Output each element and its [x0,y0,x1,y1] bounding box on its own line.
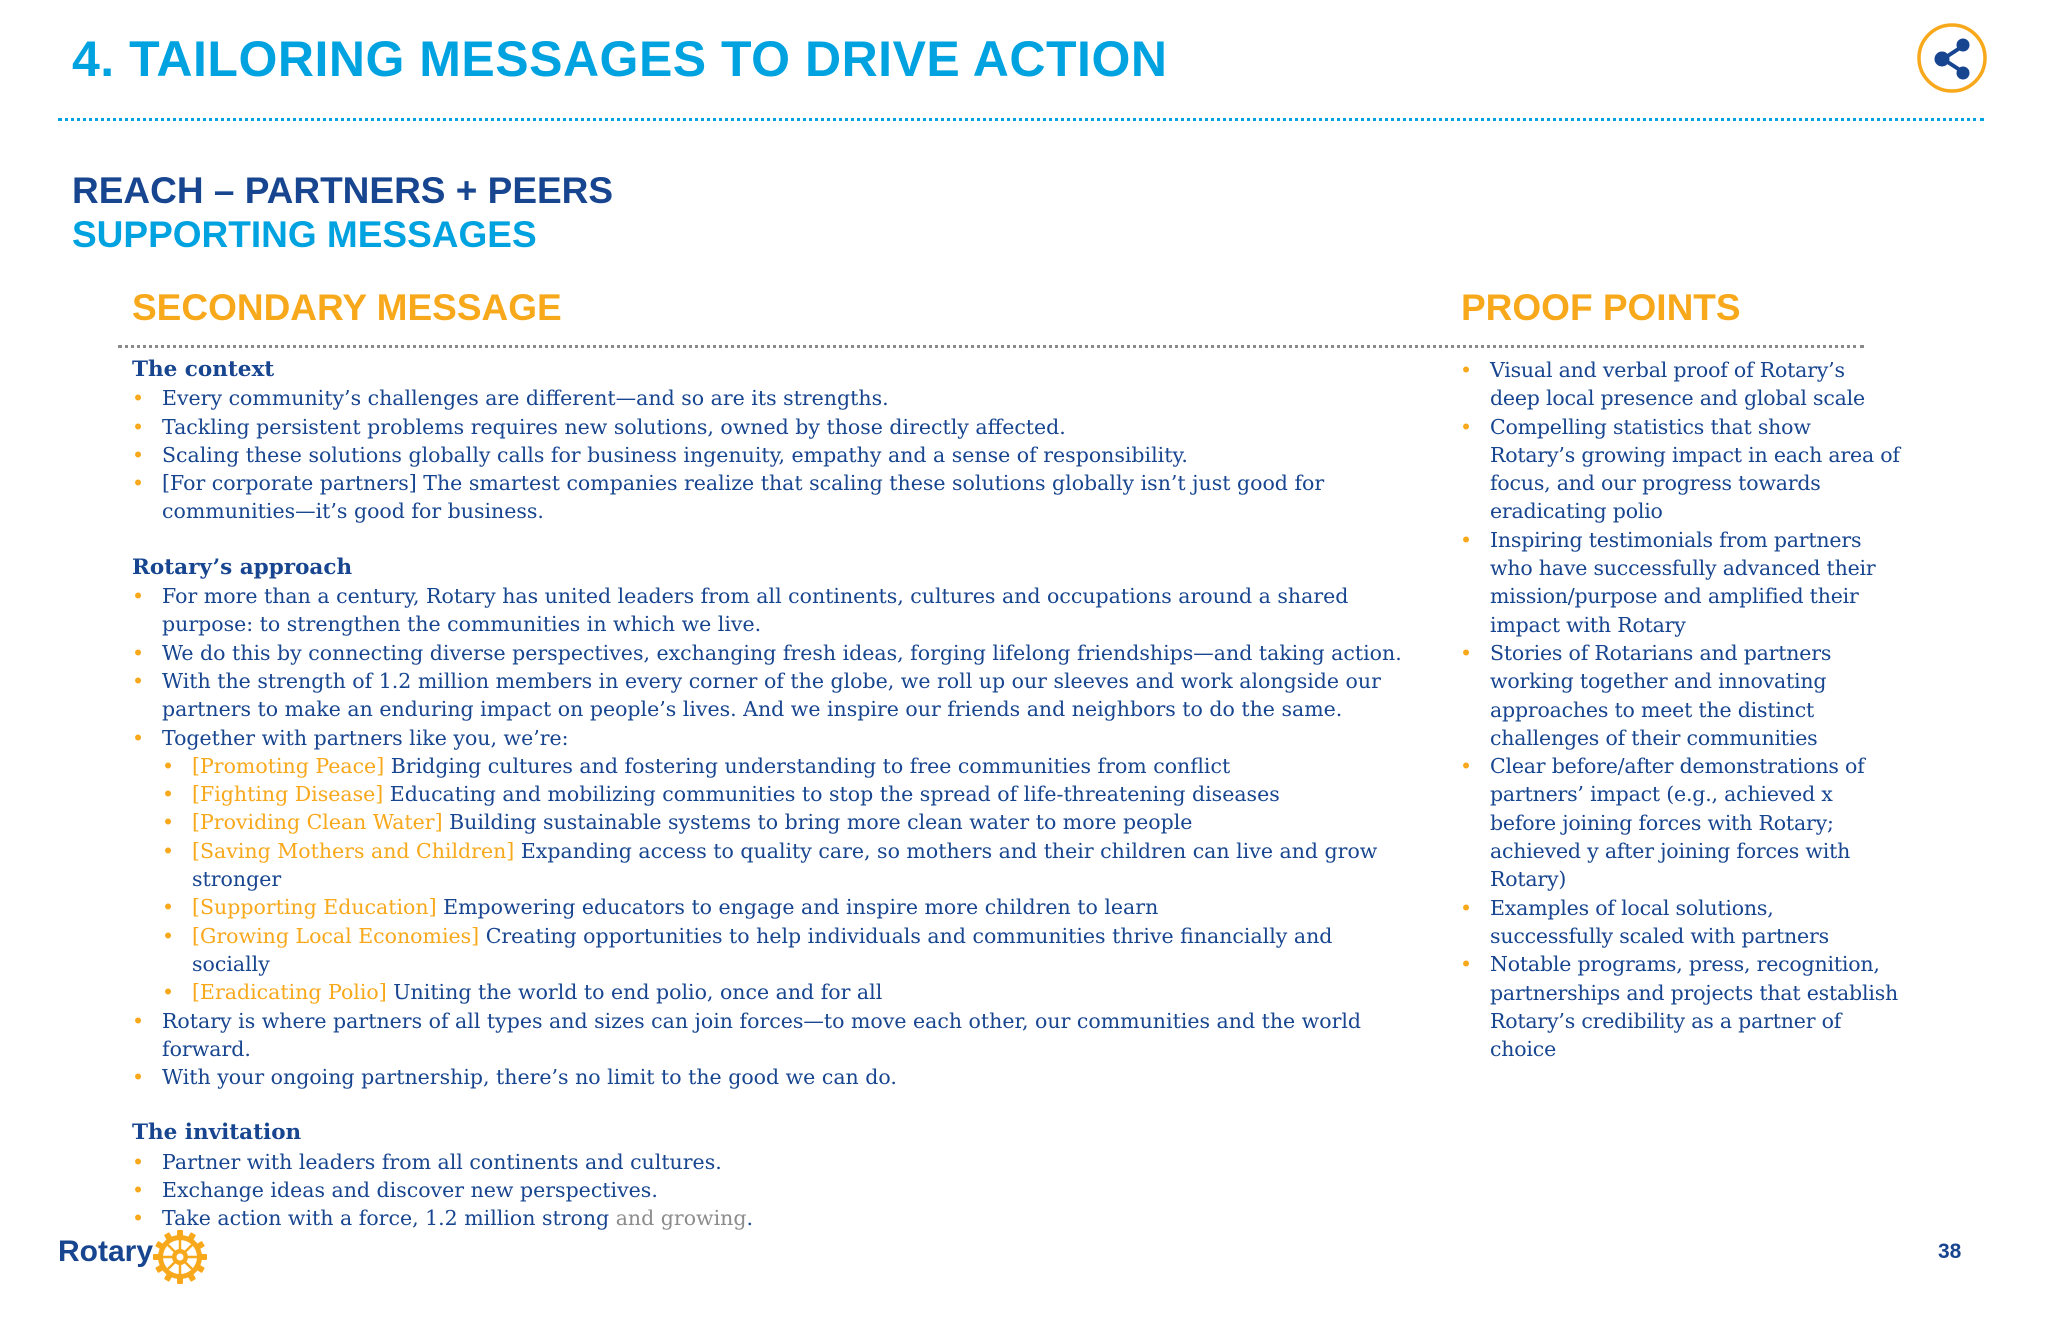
list-item: • Every community’s challenges are different—and so are its strengths. [132,384,1402,412]
area-item [162,808,1402,836]
list-item: • Rotary is where partners of all types and sizes can join forces—to move each other, our communities and the world forward. [132,1007,1402,1064]
area-tag: [Eradicating Polio] [192,980,387,1005]
area-item [162,752,1402,780]
area-item [162,780,1402,808]
list-item-grey-text: and growing [609,1206,747,1231]
secondary-message-column [132,356,1402,1233]
area-tag: [Fighting Disease] [192,782,384,807]
page-title: 4. TAILORING MESSAGES TO DRIVE ACTION [72,31,1168,87]
list-item: • For more than a century, Rotary has united leaders from all continents, cultures and occupations around a shared purpose: to strengthen the communities in which we live. [132,582,1402,639]
list-item-text: Take action with a force, 1.2 million strong [162,1206,610,1231]
proof-point-item: • Clear before/after demonstrations of partners’ impact (e.g., achieved x before joining forces with Rotary; achieved y after joining forces with Rotary) [1460,752,1900,893]
list-item: • With the strength of 1.2 million members in every corner of the globe, we roll up our sleeves and work alongside our partners to make an enduring impact on people’s lives. And we inspire our friends and neighbors to do the same. [132,667,1402,724]
list-item: • Partner with leaders from all continents and cultures. [132,1148,1402,1176]
area-tag: [Saving Mothers and Children] [192,838,515,863]
rotary-logo [58,1228,218,1288]
area-tag: [Growing Local Economies] [192,923,480,948]
proof-point-item: • Visual and verbal proof of Rotary’s deep local presence and global scale [1460,356,1900,413]
area-text: Creating opportunities to help individuals and communities thrive financially and socially [192,923,1333,976]
list-item [132,1204,1402,1232]
proof-point-item: • Compelling statistics that show Rotary’s growing impact in each area of focus, and our progress towards eradicating polio [1460,413,1900,526]
header-divider [58,118,1984,121]
list-item-end: . [746,1206,753,1231]
area-tag: [Supporting Education] [192,895,437,920]
secondary-message-heading: SECONDARY MESSAGE [132,287,562,328]
list-item: • Exchange ideas and discover new perspectives. [132,1176,1402,1204]
columns-divider [118,345,1864,348]
logo-wordmark: Rotary [58,1235,154,1268]
share-icon[interactable] [1916,22,1988,94]
proof-point-item: • Examples of local solutions, successfully scaled with partners [1460,894,1900,951]
area-text: Empowering educators to engage and inspire more children to learn [436,895,1159,920]
area-tag: [Promoting Peace] [192,753,385,778]
proof-points-list [1460,356,1900,1063]
list-item: • We do this by connecting diverse perspectives, exchanging fresh ideas, forging lifelong friendships—and taking action. [132,639,1402,667]
areas-of-focus-list [162,752,1402,1007]
area-text: Building sustainable systems to bring more clean water to more people [442,810,1193,835]
area-item [162,978,1402,1006]
corporate-note-item: • [For corporate partners] The smartest companies realize that scaling these solutions globally isn’t just good for communities—it’s good for business. [132,469,1402,526]
list-item [132,724,1402,1007]
list-item-text: Together with partners like you, we’re: [162,725,569,750]
area-item [162,922,1402,979]
area-text: Bridging cultures and fostering understanding to free communities from conflict [384,753,1231,778]
invitation-heading: The invitation [132,1120,302,1146]
area-item [162,837,1402,894]
area-text: Uniting the world to end polio, once and for all [386,980,883,1005]
list-item: • With your ongoing partnership, there’s no limit to the good we can do. [132,1063,1402,1091]
section-subtitle: SUPPORTING MESSAGES [72,214,537,255]
list-item: • Scaling these solutions globally calls for business ingenuity, empathy and a sense of responsibility. [132,441,1402,469]
rotary-wheel-icon [152,1229,208,1285]
audience-subtitle: REACH – PARTNERS + PEERS [72,170,614,211]
context-list [132,384,1402,525]
list-item: • Tackling persistent problems requires new solutions, owned by those directly affected. [132,413,1402,441]
proof-points-column [1460,356,1900,1063]
proof-point-item: • Inspiring testimonials from partners who have successfully advanced their mission/purpose and amplified their impact with Rotary [1460,526,1900,639]
proof-points-heading: PROOF POINTS [1461,287,1741,328]
area-text: Expanding access to quality care, so mothers and their children can live and grow stronger [192,838,1378,892]
area-tag: [Providing Clean Water] [192,810,443,835]
proof-point-item: • Stories of Rotarians and partners working together and innovating approaches to meet the distinct challenges of their communities [1460,639,1900,752]
proof-point-item: • Notable programs, press, recognition, partnerships and projects that establish Rotary’s credibility as a partner of choice [1460,950,1900,1063]
context-heading: The context [132,357,275,382]
page-number: 38 [1938,1240,1962,1263]
area-text: Educating and mobilizing communities to stop the spread of life-threatening diseases [383,782,1280,807]
approach-heading: Rotary’s approach [132,554,353,580]
area-item [162,893,1402,921]
approach-list [132,582,1402,1091]
invitation-list [132,1148,1402,1233]
